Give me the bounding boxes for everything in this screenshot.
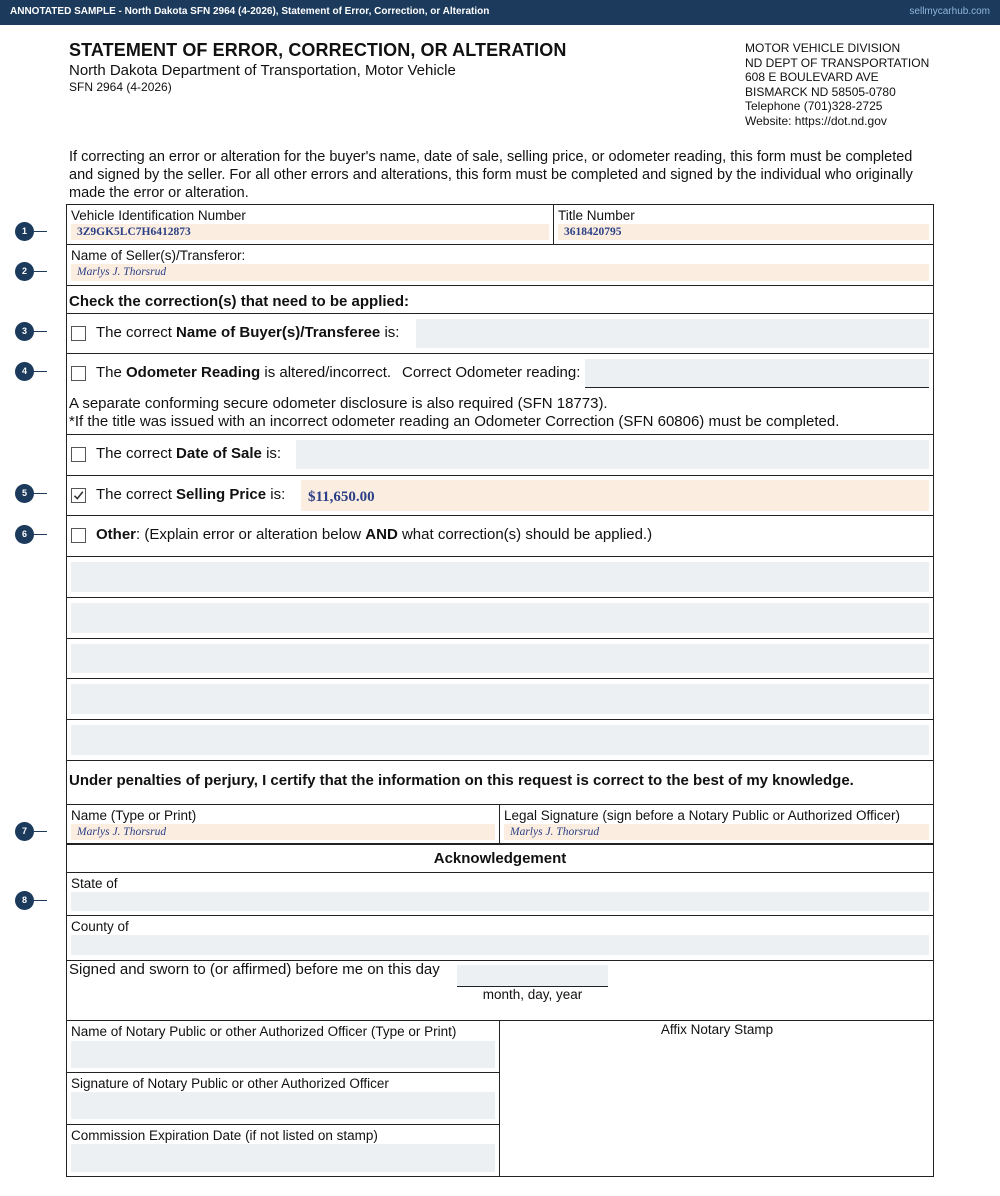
selling-price-label: The correct Selling Price is: (96, 486, 286, 503)
annotation-marker-6: 6 (15, 525, 34, 544)
address-line: Website: https://dot.nd.gov (745, 113, 887, 128)
address-line: MOTOR VEHICLE DIVISION (745, 41, 901, 55)
printed-name-field[interactable]: Marlys J. Thorsrud (71, 824, 495, 840)
vin-field[interactable]: 3Z9GK5LC7H6412873 (71, 224, 549, 240)
date-of-sale-field[interactable] (296, 440, 929, 469)
form-subtitle: North Dakota Department of Transportation, Motor Vehicle (69, 62, 456, 79)
certification-statement: Under penalties of perjury, I certify that the information on this request is correct to the best of my knowledge. (69, 772, 854, 789)
selling-price-checkbox[interactable] (71, 488, 86, 503)
form-title: STATEMENT OF ERROR, CORRECTION, OR ALTERATION (69, 40, 567, 60)
buyer-correction-label: The correct Name of Buyer(s)/Transferee is: (96, 324, 400, 341)
seller-name-field[interactable]: Marlys J. Thorsrud (71, 264, 929, 281)
legal-signature-label: Legal Signature (sign before a Notary Public or Authorized Officer) (504, 808, 900, 823)
annotation-marker-3: 3 (15, 322, 34, 341)
address-line: Telephone (701)328-2725 (745, 99, 883, 113)
notary-stamp-label: Affix Notary Stamp (660, 1022, 774, 1037)
legal-signature-field[interactable]: Marlys J. Thorsrud (504, 824, 929, 840)
selling-price-field[interactable]: $11,650.00 (301, 480, 929, 511)
checkmark-icon (73, 490, 84, 501)
correct-odometer-label: Correct Odometer reading: (402, 364, 581, 381)
title-number-label: Title Number (558, 208, 635, 223)
other-checkbox[interactable] (71, 528, 86, 543)
address-line: BISMARCK ND 58505-0780 (745, 84, 896, 99)
date-of-sale-label: The correct Date of Sale is: (96, 445, 282, 462)
explanation-line-1[interactable] (71, 562, 929, 592)
notary-signature-field[interactable] (71, 1092, 495, 1119)
annotation-marker-5: 5 (15, 484, 34, 503)
corrections-heading: Check the correction(s) that need to be applied: (69, 293, 410, 310)
printed-name-label: Name (Type or Print) (71, 808, 197, 823)
annotation-marker-4: 4 (15, 362, 34, 381)
banner-site-link[interactable]: sellmycarhub.com (909, 6, 990, 17)
sworn-label: Signed and sworn to (or affirmed) before me on this day (69, 961, 440, 978)
banner-title: ANNOTATED SAMPLE - North Dakota SFN 2964 (4-2026), Statement of Error, Correction, or Alteration (10, 6, 490, 17)
vin-label: Vehicle Identification Number (71, 208, 246, 223)
odometer-correction-label: The Odometer Reading is altered/incorrect. (96, 364, 392, 381)
buyer-name-field[interactable] (416, 319, 929, 348)
odometer-note-2: *If the title was issued with an incorrect odometer reading an Odometer Correction (SFN 60806) must be completed. (69, 413, 840, 430)
explanation-line-4[interactable] (71, 684, 929, 714)
notary-name-label: Name of Notary Public or other Authorized Officer (Type or Print) (71, 1024, 457, 1039)
odometer-note-1: A separate conforming secure odometer disclosure is also required (SFN 18773). (69, 395, 608, 412)
county-field[interactable] (71, 935, 929, 955)
sworn-date-field[interactable] (457, 965, 608, 987)
acknowledgement-heading: Acknowledgement (433, 850, 567, 867)
commission-expiration-label: Commission Expiration Date (if not listed on stamp) (71, 1128, 378, 1143)
seller-label: Name of Seller(s)/Transferor: (71, 248, 246, 263)
date-of-sale-checkbox[interactable] (71, 447, 86, 462)
state-field[interactable] (71, 892, 929, 911)
agency-address (745, 41, 929, 128)
address-line: ND DEPT OF TRANSPORTATION (745, 55, 930, 70)
top-banner (0, 0, 1000, 25)
notary-signature-label: Signature of Notary Public or other Authorized Officer (71, 1076, 389, 1091)
state-label: State of (71, 876, 118, 891)
explanation-line-5[interactable] (71, 725, 929, 755)
date-format-caption: month, day, year (482, 987, 583, 1002)
annotation-marker-7: 7 (15, 822, 34, 841)
annotation-marker-1: 1 (15, 222, 34, 241)
annotation-marker-8: 8 (15, 891, 34, 910)
notary-name-field[interactable] (71, 1041, 495, 1068)
odometer-reading-field[interactable] (585, 359, 929, 388)
annotation-marker-2: 2 (15, 262, 34, 281)
other-correction-label: Other: (Explain error or alteration below AND what correction(s) should be applied.) (96, 526, 653, 543)
title-number-field[interactable]: 3618420795 (558, 224, 929, 240)
form-number: SFN 2964 (4-2026) (69, 80, 172, 94)
intro-text: If correcting an error or alteration for the buyer's name, date of sale, selling price, or odometer reading, this form must be completed and signed by the seller. For all other errors and alterations, this form must be completed and signed by the individual who originally made the error or alteration. (69, 149, 913, 201)
buyer-checkbox[interactable] (71, 326, 86, 341)
explanation-line-2[interactable] (71, 603, 929, 633)
explanation-line-3[interactable] (71, 644, 929, 673)
address-line: 608 E BOULEVARD AVE (745, 70, 879, 84)
commission-expiration-field[interactable] (71, 1144, 495, 1172)
county-label: County of (71, 919, 129, 934)
odometer-checkbox[interactable] (71, 366, 86, 381)
